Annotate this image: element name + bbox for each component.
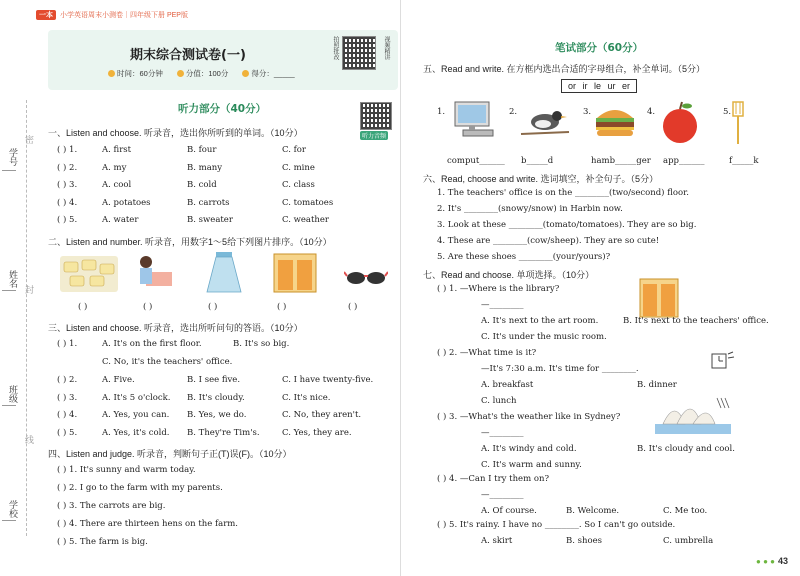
q7-option-b: B. Welcome. (566, 506, 620, 516)
q1-row: ( ) 5. (57, 215, 78, 225)
q5-word-5[interactable]: f_____k (729, 156, 759, 166)
picture-fork (731, 100, 745, 144)
q7-question: It's rainy. I have no ________. So I can't go outside. (459, 520, 676, 530)
score-info: 分值：100分 (177, 68, 229, 79)
q4-answer-2[interactable]: ( ) (57, 483, 67, 493)
q7-row: ( ) 3. —What's the weather like in Sydney? (437, 412, 621, 422)
series-tag (36, 10, 188, 20)
margin-id-label: 学号 (7, 148, 17, 166)
q7-option-a: A. breakfast (481, 380, 534, 390)
q3-option-b: B. It's cloudy. (187, 392, 245, 403)
q7-option-b: B. It's next to the teachers' office. (623, 316, 769, 326)
picture-sydney-opera-house (655, 394, 731, 434)
picture-clock (709, 350, 735, 370)
q1-option-b: B. sweater (187, 215, 233, 225)
q3-option-c: C. Yes, they are. (282, 427, 352, 438)
q6-sentence[interactable]: 4. These are ________(cow/sheep). They are so cute! (437, 236, 660, 246)
picture-hamburger (593, 104, 637, 138)
q1-option-a: A. my (102, 162, 127, 173)
q1-option-c: C. weather (282, 215, 329, 225)
qr-side-label-a: 拍照批改 (332, 36, 338, 60)
q6-sentence[interactable]: 5. Are these shoes ________(your/yours)? (437, 252, 611, 262)
q7-answer-1[interactable]: ( ) (437, 284, 447, 294)
q2-answer-4[interactable]: ( ) (277, 302, 287, 312)
exam-header (48, 30, 398, 90)
margin-seal: 封 (23, 285, 33, 294)
q7-row: ( ) 1. —Where is the library? (437, 284, 560, 294)
q7-response: —________ (481, 428, 524, 438)
q3-row: ( ) 4. (57, 410, 78, 420)
q7-option-c: C. lunch (481, 396, 517, 406)
q1-option-c: C. tomatoes (282, 197, 334, 208)
q3-row: ( ) 3. (57, 392, 78, 403)
q2-answer-2[interactable]: ( ) (143, 302, 153, 312)
q1-row: ( ) 1. (57, 145, 78, 155)
q3-answer-5[interactable]: ( ) (57, 427, 67, 438)
series-text: 小学英语周末小测卷｜四年级下册 PEP版 (60, 12, 188, 19)
q6-sentence[interactable]: 2. It's ________(snowy/snow) in Harbin now. (437, 204, 623, 214)
q7-option-c: C. It's under the music room. (481, 332, 607, 342)
q3-r1-c: C. No, it's the teachers' office. (102, 357, 233, 367)
audio-qr-caption: 听力音频 (360, 131, 388, 140)
star-icon (177, 70, 184, 77)
q3-answer-1[interactable]: ( ) (57, 339, 67, 349)
q4-row: ( ) 4. There are thirteen hens on the farm. (57, 519, 239, 529)
q7-option-b: B. shoes (566, 536, 602, 546)
q7-question: —Can I try them on? (459, 474, 549, 484)
q3-option-c: C. No, they aren't. (282, 410, 362, 420)
exam-meta (108, 68, 295, 79)
q1-option-a: A. water (102, 215, 139, 225)
writing-heading: 笔试部分（60分） (555, 42, 644, 54)
q6-sentence[interactable]: 1. The teachers' office is on the ________(two/second) floor. (437, 188, 689, 198)
q1-row: ( ) 4. (57, 197, 78, 208)
q7-response: —________ (481, 300, 524, 310)
binding-margin (0, 0, 48, 576)
q2-answer-3[interactable]: ( ) (208, 302, 218, 312)
q1-answer-4[interactable]: ( ) (57, 197, 67, 208)
q4-row: ( ) 2. I go to the farm with my parents. (57, 483, 223, 493)
q3-answer-2[interactable]: ( ) (57, 375, 67, 385)
q3-option-b: B. Yes, we do. (187, 410, 247, 420)
q3-title: 三、Listen and choose. 听录音，选出所听问句的答语。（10分） (48, 323, 303, 333)
margin-name-label: 姓名 (7, 270, 17, 288)
q7-option-b: B. It's cloudy and cool. (637, 444, 735, 454)
q3-answer-3[interactable]: ( ) (57, 392, 67, 403)
q3-option-b: B. They're Tim's. (187, 427, 260, 438)
clock-icon (108, 70, 115, 77)
q4-answer-3[interactable]: ( ) (57, 501, 67, 511)
q7-option-c: C. Me too. (663, 506, 708, 516)
picture-girl-bed (130, 250, 174, 294)
q7-response: —________ (481, 490, 524, 500)
q4-title: 四、Listen and judge. 听录音，判断句子正(T)误(F)。（10分） (48, 449, 292, 459)
q3-r1-a: A. It's on the first floor. (102, 339, 202, 349)
picture-library-doors (639, 278, 679, 318)
q1-option-b: B. many (187, 162, 223, 173)
q4-row: ( ) 3. The carrots are big. (57, 501, 166, 511)
picture-bird (519, 100, 571, 142)
picture-pasta (60, 256, 118, 292)
q7-row: ( ) 5. It's rainy. I have no ________. So I can't go outside. (437, 520, 676, 530)
q7-option-b: B. dinner (637, 380, 677, 390)
q1-answer-1[interactable]: ( ) (57, 145, 67, 155)
margin-class-label: 班级 (7, 385, 17, 403)
q1-option-a: A. first (102, 145, 132, 155)
q5-word-4[interactable]: app______ (663, 156, 705, 166)
q5-num-3: 3. (583, 107, 592, 117)
pen-icon (242, 70, 249, 77)
q1-option-c: C. class (282, 180, 315, 190)
q3-option-b: B. I see five. (187, 375, 241, 385)
q4-row: ( ) 1. It's sunny and warm today. (57, 465, 196, 475)
qr-code[interactable] (342, 36, 376, 70)
q1-row: ( ) 2. (57, 162, 78, 173)
q7-option-a: A. skirt (481, 536, 513, 546)
q7-answer-4[interactable]: ( ) (437, 474, 447, 484)
q1-answer-5[interactable]: ( ) (57, 215, 67, 225)
q7-option-c: C. It's warm and sunny. (481, 460, 582, 470)
picture-computer (449, 100, 499, 142)
q4-row: ( ) 5. The farm is big. (57, 537, 148, 547)
q3-row: ( ) 2. (57, 375, 78, 385)
q3-option-c: C. It's nice. (282, 392, 331, 403)
q1-option-a: A. potatoes (102, 197, 151, 208)
q5-num-1: 1. (437, 107, 446, 117)
audio-qr-code[interactable] (360, 102, 392, 130)
q2-title: 二、Listen and number. 听录音，用数字1～5给下列图片排序。（10分） (48, 237, 332, 247)
q4-answer-5[interactable]: ( ) (57, 537, 67, 547)
q3-option-a: A. Yes, you can. (102, 410, 170, 420)
picture-skirt (205, 250, 243, 294)
q3-row-1: ( ) 1. (57, 339, 78, 349)
q3-r1-b: B. It's so big. (233, 339, 290, 349)
q5-letter-box: or ir le ur er (561, 79, 637, 93)
q1-row: ( ) 3. (57, 180, 78, 190)
q3-option-a: A. Yes, it's cold. (102, 427, 170, 438)
margin-school-label: 学校 (7, 500, 17, 518)
q3-answer-4[interactable]: ( ) (57, 410, 67, 420)
q1-option-c: C. mine (282, 162, 315, 173)
q7-answer-5[interactable]: ( ) (437, 520, 447, 530)
q2-answer-5[interactable]: ( ) (348, 302, 358, 312)
q3-option-a: A. It's 5 o'clock. (102, 392, 171, 403)
q7-title: 七、Read and choose. 单项选择。（10分） (423, 270, 595, 280)
q2-answer-1[interactable]: ( ) (78, 302, 88, 312)
q7-option-c: C. umbrella (663, 536, 714, 546)
listening-heading: 听力部分（40分） (178, 103, 267, 115)
got-info: 得分：_____ (242, 68, 294, 79)
q5-title: 五、Read and write. 在方框内选出合适的字母组合，补全单词。（5分） (423, 64, 706, 74)
q7-answer-2[interactable]: ( ) (437, 348, 447, 358)
q4-answer-4[interactable]: ( ) (57, 519, 67, 529)
q3-option-a: A. Five. (102, 375, 135, 385)
q7-row: ( ) 2. —What time is it? (437, 348, 537, 358)
q7-answer-3[interactable]: ( ) (437, 412, 447, 422)
q1-option-b: B. cold (187, 180, 217, 190)
q5-num-2: 2. (509, 107, 518, 117)
q3-row: ( ) 5. (57, 427, 78, 438)
q7-row: ( ) 4. —Can I try them on? (437, 474, 549, 484)
q1-answer-3[interactable]: ( ) (57, 180, 67, 190)
q5-word-3[interactable]: hamb_____ger (591, 156, 651, 166)
time-info: 时间：60分钟 (108, 68, 163, 79)
q7-option-a: A. It's next to the art room. (481, 316, 599, 326)
qr-side-label-b: 视频精讲 (383, 36, 389, 60)
q6-title: 六、Read, choose and write. 选词填空，补全句子。（5分） (423, 174, 659, 184)
q7-question: —What time is it? (459, 348, 537, 358)
q7-option-a: A. Of course. (481, 506, 537, 516)
q1-option-a: A. cool (102, 180, 132, 190)
q1-option-b: B. four (187, 145, 217, 155)
q1-answer-2[interactable]: ( ) (57, 162, 67, 173)
q4-answer-1[interactable]: ( ) (57, 465, 67, 475)
brand-chip: 一本 (36, 10, 56, 20)
q7-question: —Where is the library? (459, 284, 560, 294)
margin-line-word: 线 (23, 435, 33, 444)
picture-apple (657, 100, 703, 144)
picture-sunglasses (344, 268, 388, 288)
margin-secret: 密 (23, 135, 33, 144)
q5-word-1[interactable]: comput______ (447, 156, 505, 166)
q1-option-b: B. carrots (187, 197, 230, 208)
right-page (400, 0, 800, 576)
q3-option-c: C. I have twenty-five. (282, 375, 374, 385)
q1-option-c: C. for (282, 145, 306, 155)
q5-num-5: 5. (723, 107, 732, 117)
q5-word-2[interactable]: b_____d (521, 156, 554, 166)
q7-question: —What's the weather like in Sydney? (459, 412, 621, 422)
page-number: ● ● ● 43 (756, 556, 788, 566)
picture-doors (272, 252, 318, 294)
q5-num-4: 4. (647, 107, 656, 117)
q7-response: —It's 7:30 a.m. It's time for ________. (481, 364, 639, 374)
q7-option-a: A. It's windy and cold. (481, 444, 577, 454)
q1-title: 一、Listen and choose. 听录音，选出你所听到的单词。（10分） (48, 128, 303, 138)
q6-sentence[interactable]: 3. Look at these ________(tomato/tomatoes). They are so big. (437, 220, 697, 230)
exam-title: 期末综合测试卷(一) (130, 48, 246, 63)
